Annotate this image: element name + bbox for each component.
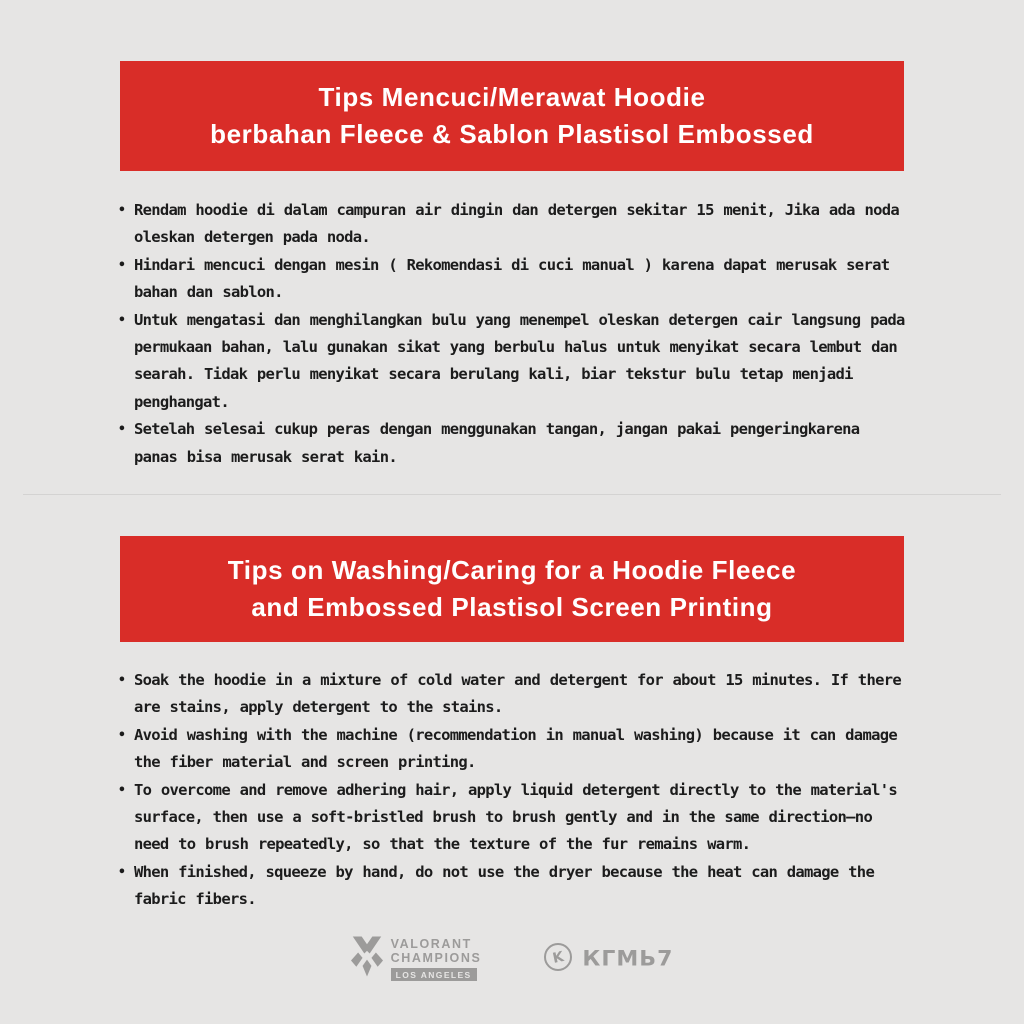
care-tips-list-english bbox=[118, 667, 910, 914]
valorant-word-line2: CHAMPIONS bbox=[390, 951, 482, 965]
svg-text:K: K bbox=[551, 949, 566, 967]
list-item: • Setelah selesai cukup peras dengan menggunakan tangan, jangan pakai pengeringkarena panas bisa merusak serat kain. bbox=[118, 416, 910, 471]
krml-circle-monogram-icon bbox=[543, 942, 573, 976]
list-item: • Hindari mencuci dengan mesin ( Rekomendasi di cuci manual ) karena dapat merusak serat bahan dan sablon. bbox=[118, 252, 910, 307]
valorant-champions-logo bbox=[351, 936, 482, 982]
krml-wordmark: КГМЬ7 bbox=[582, 947, 674, 971]
list-item: • To overcome and remove adhering hair, apply liquid detergent directly to the material's surface, then use a soft-bristled brush to brush gently and in the same direction—no need to brush repeatedly, so that the texture of the fur remains warm. bbox=[118, 777, 910, 859]
section-title-id-line1: Tips Mencuci/Merawat Hoodie bbox=[318, 82, 706, 112]
valorant-wordmark bbox=[391, 937, 482, 981]
valorant-burst-icon bbox=[351, 936, 383, 982]
list-item: • Soak the hoodie in a mixture of cold water and detergent for about 15 minutes. If there are stains, apply detergent to the stains. bbox=[118, 667, 910, 722]
list-item: • Untuk mengatasi dan menghilangkan bulu yang menempel oleskan detergen cair langsung pada permukaan bahan, lalu gunakan sikat yang berbulu halus untuk menyikat secara lembut dan searah. Tidak perlu menyikat secara berulang kali, biar tekstur bulu tetap menjadi penghangat. bbox=[118, 307, 910, 417]
header-banner-indonesian bbox=[120, 61, 904, 171]
header-banner-english bbox=[120, 536, 904, 642]
section-title-en-line2: and Embossed Plastisol Screen Printing bbox=[251, 592, 773, 622]
krml-brand-logo bbox=[543, 942, 673, 976]
footer-logos bbox=[0, 936, 1024, 982]
list-item: • When finished, squeeze by hand, do not use the dryer because the heat can damage the fabric fibers. bbox=[118, 859, 910, 914]
section-divider bbox=[23, 494, 1001, 495]
care-tips-list-indonesian bbox=[118, 197, 910, 471]
section-title-id-line2: berbahan Fleece & Sablon Plastisol Embossed bbox=[210, 119, 814, 149]
section-title-en-line1: Tips on Washing/Caring for a Hoodie Fleece bbox=[227, 555, 797, 585]
list-item: • Avoid washing with the machine (recommendation in manual washing) because it can damage the fiber material and screen printing. bbox=[118, 722, 910, 777]
los-angeles-badge: LOS ANGELES bbox=[391, 968, 477, 981]
list-item: • Rendam hoodie di dalam campuran air dingin dan detergen sekitar 15 menit, Jika ada noda oleskan detergen pada noda. bbox=[118, 197, 910, 252]
valorant-word-line1: VALORANT bbox=[390, 937, 472, 951]
